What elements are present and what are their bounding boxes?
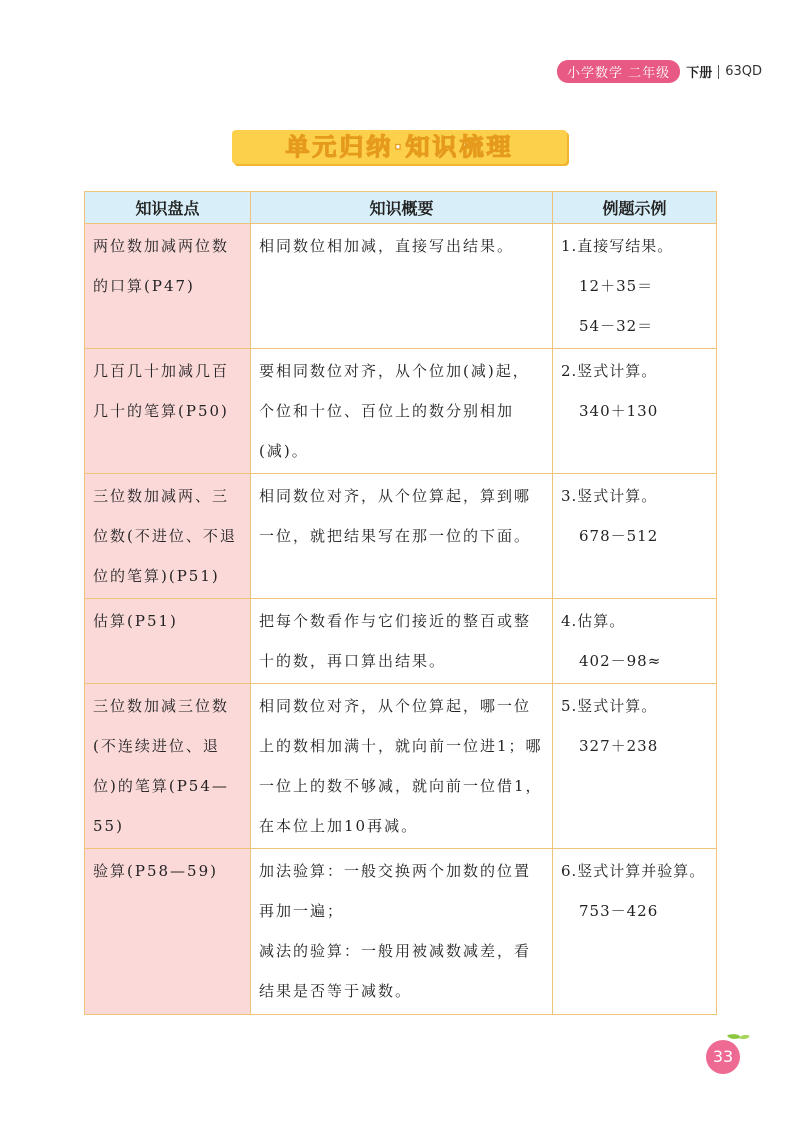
header-divider bbox=[718, 65, 719, 79]
column-header-example: 例题示例 bbox=[553, 192, 717, 224]
example-cell bbox=[553, 684, 717, 849]
summary-text: 相同数位相加减，直接写出结果。 bbox=[259, 237, 515, 255]
example-prompt: 2.竖式计算。 bbox=[561, 362, 658, 380]
example-cell bbox=[553, 599, 717, 684]
summary-cell bbox=[251, 474, 553, 599]
table-row bbox=[85, 224, 717, 349]
example-prompt: 6.竖式计算并验算。 bbox=[561, 862, 706, 880]
table-row bbox=[85, 474, 717, 599]
table-row bbox=[85, 849, 717, 1015]
example-prompt: 5.竖式计算。 bbox=[561, 697, 658, 715]
topic-cell: 两位数加减两位数的口算(P47) bbox=[85, 224, 251, 349]
example-cell bbox=[553, 349, 717, 474]
example-expression: 54－32＝ bbox=[579, 317, 654, 335]
topic-cell: 三位数加减三位数(不连续进位、退位)的笔算(P54—55) bbox=[85, 684, 251, 849]
example-prompt: 3.竖式计算。 bbox=[561, 487, 658, 505]
topic-cell: 几百几十加减几百几十的笔算(P50) bbox=[85, 349, 251, 474]
page-header bbox=[557, 60, 762, 83]
leaf-icon bbox=[739, 1033, 750, 1042]
summary-text: 相同数位对齐，从个位算起，哪一位上的数相加满十，就向前一位进1；哪一位上的数不够减，就向前一位借1，在本位上加10再减。 bbox=[259, 697, 543, 835]
topic-cell: 估算(P51) bbox=[85, 599, 251, 684]
summary-text: 减法的验算：一般用被减数减差，看结果是否等于减数。 bbox=[259, 942, 532, 1000]
summary-cell bbox=[251, 349, 553, 474]
topic-cell: 三位数加减两、三位数(不进位、不退位的笔算)(P51) bbox=[85, 474, 251, 599]
column-header-topic: 知识盘点 bbox=[85, 192, 251, 224]
table-row bbox=[85, 684, 717, 849]
knowledge-table bbox=[84, 191, 717, 1015]
example-expression: 753－426 bbox=[579, 902, 659, 920]
topic-cell: 验算(P58—59) bbox=[85, 849, 251, 1015]
table-header-row bbox=[85, 192, 717, 224]
summary-text: 相同数位对齐，从个位算起，算到哪一位，就把结果写在那一位的下面。 bbox=[259, 487, 532, 545]
edition-code: 63QD bbox=[725, 64, 762, 79]
page-number: 33 bbox=[706, 1040, 740, 1074]
summary-cell bbox=[251, 599, 553, 684]
summary-text: 加法验算：一般交换两个加数的位置再加一遍； bbox=[259, 862, 532, 920]
summary-cell bbox=[251, 684, 553, 849]
subject-grade-badge: 小学数学 二年级 bbox=[557, 60, 680, 83]
table-row bbox=[85, 599, 717, 684]
example-cell bbox=[553, 849, 717, 1015]
example-prompt: 4.估算。 bbox=[561, 612, 626, 630]
volume-label: 下册 bbox=[686, 66, 713, 81]
example-expression: 327＋238 bbox=[579, 737, 659, 755]
example-cell bbox=[553, 224, 717, 349]
example-prompt: 1.直接写结果。 bbox=[561, 237, 674, 255]
table-row bbox=[85, 349, 717, 474]
example-cell bbox=[553, 474, 717, 599]
example-expression: 12＋35＝ bbox=[579, 277, 654, 295]
example-expression: 402－98≈ bbox=[579, 652, 662, 670]
summary-cell bbox=[251, 849, 553, 1015]
summary-text: 把每个数看作与它们接近的整百或整十的数，再口算出结果。 bbox=[259, 612, 532, 670]
summary-cell bbox=[251, 224, 553, 349]
example-expression: 678－512 bbox=[579, 527, 659, 545]
example-expression: 340＋130 bbox=[579, 402, 659, 420]
section-title: 单元归纳·知识梳理 bbox=[232, 130, 567, 164]
column-header-summary: 知识概要 bbox=[251, 192, 553, 224]
summary-text: 要相同数位对齐，从个位加(减)起，个位和十位、百位上的数分别相加(减)。 bbox=[259, 362, 530, 460]
